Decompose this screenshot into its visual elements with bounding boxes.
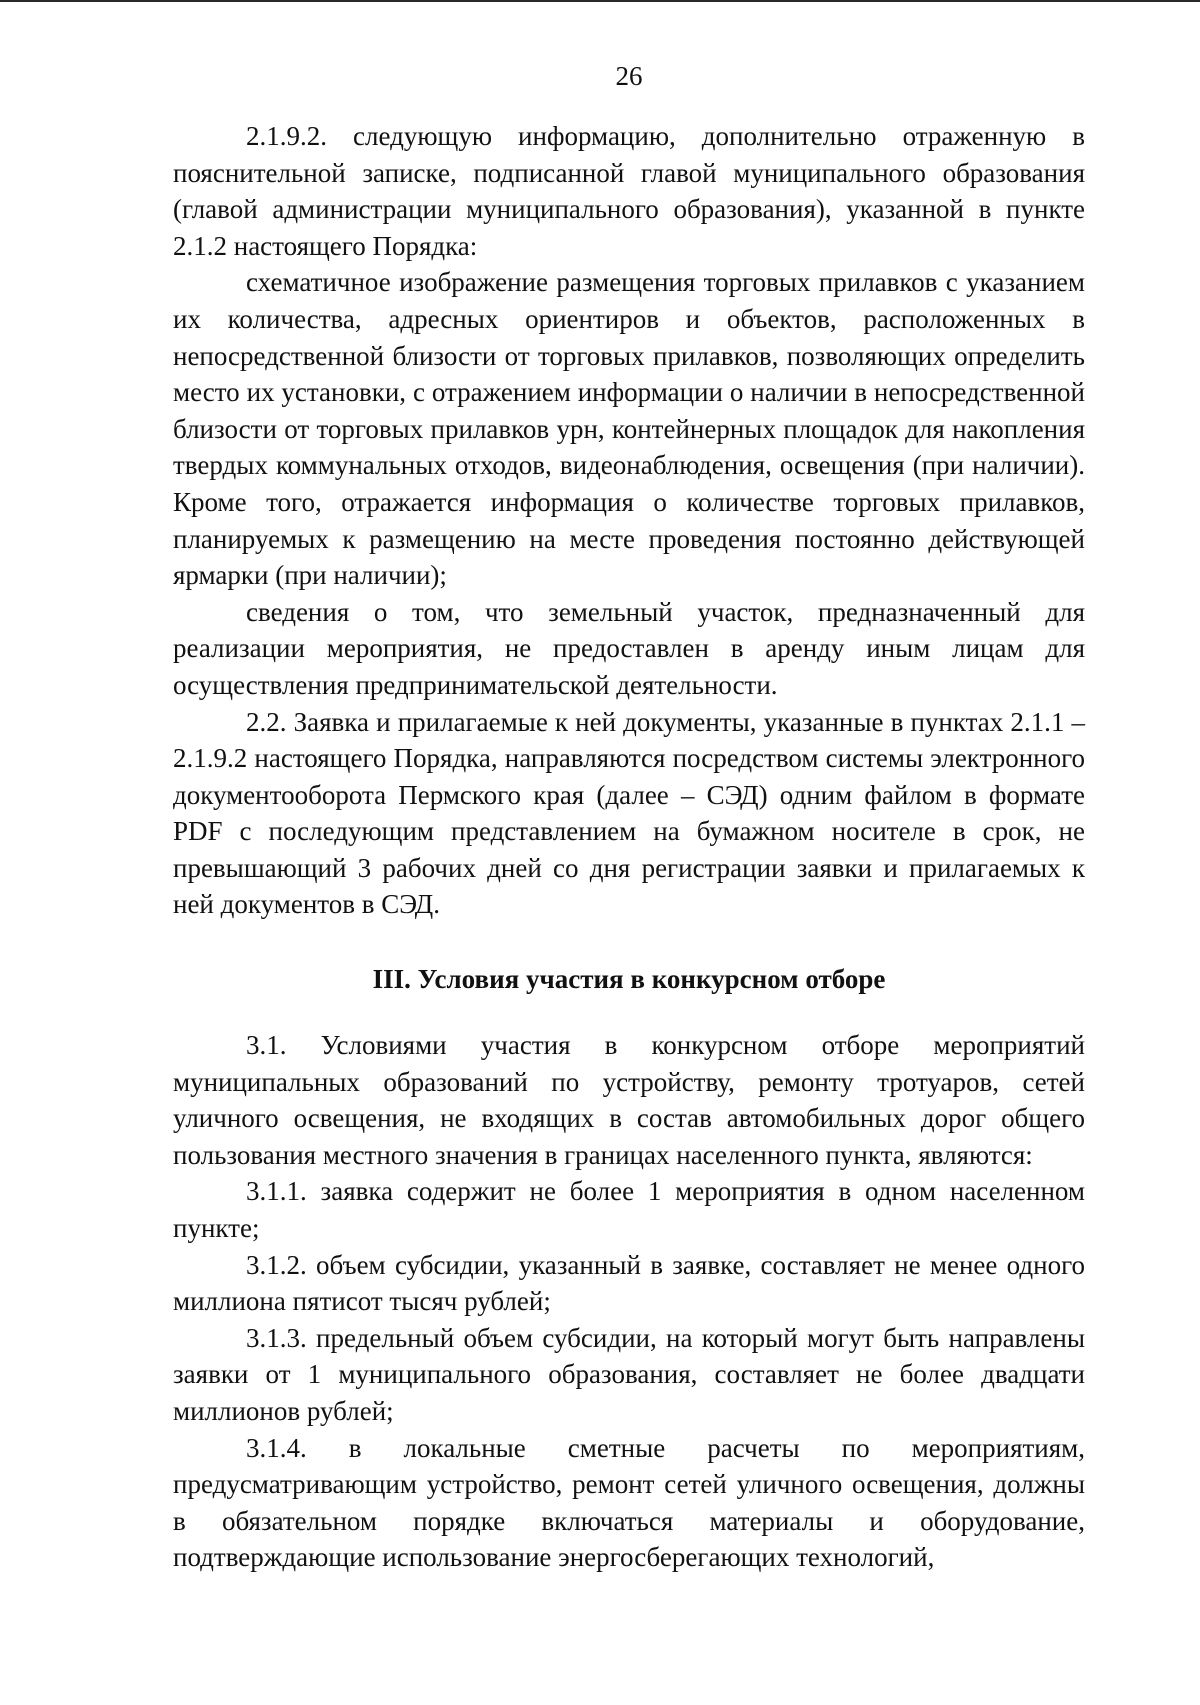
paragraph-2-1-9-2: 2.1.9.2. следующую информацию, дополнительно отраженную в пояснительной записке, подписанной главой муниципального образования (главой администрации муниципального образования), указанной в пункте 2.1.2 настоящего Порядка: [173, 121, 1085, 261]
paragraph-schematic-image: схематичное изображение размещения торговых прилавков с указанием их количества, адресных ориентиров и объектов, расположенных в непосредственной близости от торговых прилавков, позволяющих определить место их установки, с отражением информации о наличии в непосредственной близости от торговых прилавков урн, контейнерных площадок для накопления твердых коммунальных отходов, видеонаблюдения, освещения (при наличии). Кроме того, отражается информация о количестве торговых прилавков, планируемых к размещению на месте проведения постоянно действующей ярмарки (при наличии); [173, 267, 1085, 591]
scan-top-edge [0, 0, 1200, 2]
document-page [173, 58, 1085, 1576]
paragraph-3-1-2: 3.1.2. объем субсидии, указанный в заявке, составляет не менее одного миллиона пятисот тысяч рублей; [173, 1249, 1085, 1317]
paragraph-land-plot-info: сведения о том, что земельный участок, предназначенный для реализации мероприятия, не предоставлен в аренду иным лицам для осуществления предпринимательской деятельности. [173, 596, 1085, 700]
paragraph-2-2: 2.2. Заявка и прилагаемые к ней документы, указанные в пунктах 2.1.1 – 2.1.9.2 настоящего Порядка, направляются посредством системы электронного документооборота Пермского края (далее – СЭД) одним файлом в формате PDF с последующим представлением на бумажном носителе в срок, не превышающий 3 рабочих дней со дня регистрации заявки и прилагаемых к ней документов в СЭД. [173, 706, 1085, 920]
paragraph-3-1-1: 3.1.1. заявка содержит не более 1 мероприятия в одном населенном пункте; [173, 1176, 1085, 1244]
section-heading-iii: III. Условия участия в конкурсном отборе [372, 964, 886, 995]
paragraph-3-1: 3.1. Условиями участия в конкурсном отборе мероприятий муниципальных образований по устройству, ремонту тротуаров, сетей уличного освещения, не входящих в состав автомобильных дорог общего пользования местного значения в границах населенного пункта, являются: [173, 1030, 1085, 1170]
page-number: 26 [615, 61, 643, 91]
paragraph-3-1-4: 3.1.4. в локальные сметные расчеты по мероприятиям, предусматривающим устройство, ремонт сетей уличного освещения, должны в обязательном порядке включаться материалы и оборудование, подтверждающие использование энергосберегающих технологий, [173, 1432, 1085, 1573]
paragraph-3-1-3: 3.1.3. предельный объем субсидии, на который могут быть направлены заявки от 1 муниципального образования, составляет не более двадцати миллионов рублей; [173, 1322, 1085, 1426]
